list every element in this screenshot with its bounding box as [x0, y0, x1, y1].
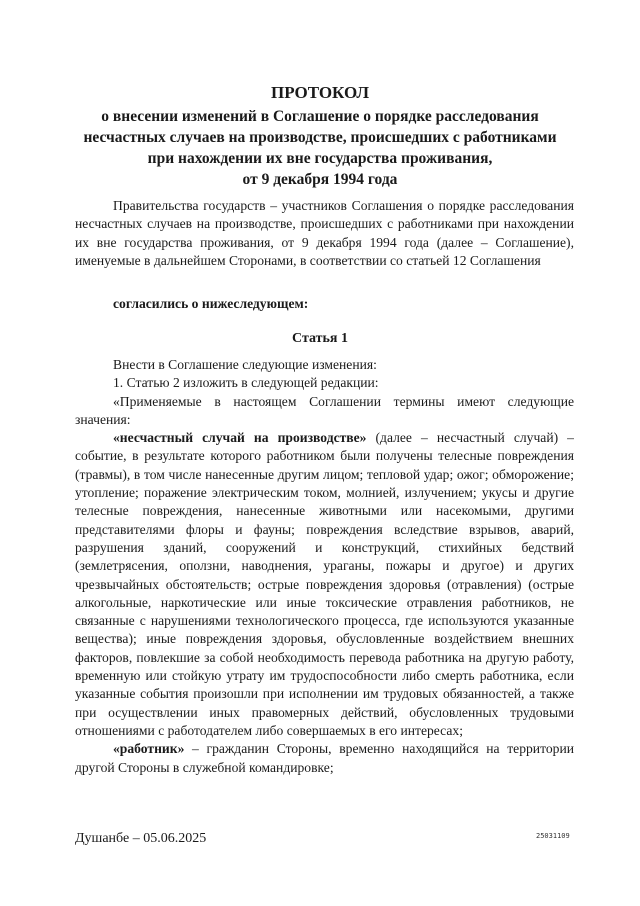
title-line-3: при нахождении их вне государства проживания, — [147, 150, 493, 167]
preamble — [75, 197, 574, 270]
article-paragraph: 1. Статью 2 изложить в следующей редакции: — [113, 375, 379, 391]
title-line-1: о внесении изменений в Соглашение о порядке расследования — [101, 108, 539, 125]
definition-accident — [75, 429, 574, 740]
article-paragraph: Внести в Соглашение следующие изменения: — [113, 357, 377, 372]
title-line-2: несчастных случаев на производстве, происшедших с работниками — [83, 129, 557, 146]
term-worker: «работник» — [113, 741, 185, 757]
definition-worker-text: – гражданин Стороны, временно находящийся на территории другой Стороны в служебной командировке; — [75, 741, 574, 775]
footer-place-date: Душанбе – 05.06.2025 — [75, 831, 207, 846]
preamble-paragraph: Правительства государств – участников Соглашения о порядке расследования несчастных случаев на производстве, происшедших с работниками при нахождении их вне государства проживания, от 9 декабря 1994 года (далее – Соглашение), именуемые в дальнейшем Сторонами, в соответствии со статьей 12 Соглашения — [75, 198, 574, 268]
article-1-heading: Статья 1 — [292, 331, 348, 346]
article-paragraph: «Применяемые в настоящем Соглашении термины имеют следующие значения: — [75, 393, 574, 427]
document-title — [60, 82, 580, 190]
definition-accident-text: (далее – несчастный случай) – событие, в результате которого работником были получены телесные повреждения (травмы), в том числе нанесенные другим лицом; тепловой удар; ожог; обморожение; утопление; поражение электрическим током, молнией, излучением; укусы и другие телесные повреждения, нанесенные животными или насекомыми, другими представителями флоры и фауны; повреждения вследствие взрывов, аварий, разрушения зданий, сооружений и конструкций, стихийных бедствий (землетрясения, оползни, наводнения, ураганы, пожары и другое) и других чрезвычайных обстоятельств; острые повреждения здоровья (отравления) (острые алкогольные, наркотические или иные токсические отравления работников, не связанные с нарушениями технологического процесса, где используются указанные вещества); иные повреждения здоровья, обусловленные воздействием внешних факторов, повлекшие за собой необходимость перевода работника на другую работу, временную или стойкую утрату им трудоспособности либо смерть работника, если указанные события произошли при исполнении им трудовых обязанностей, а также при осуществлении иных правомерных действий, обусловленных трудовыми отношениями с работодателем либо совершаемых в его интересах; — [75, 430, 574, 738]
footer-doc-code: 25031109 — [536, 832, 570, 840]
agreed-clause: согласились о нижеследующем: — [113, 296, 309, 311]
title-line-4: от 9 декабря 1994 года — [242, 171, 398, 188]
definition-worker — [75, 740, 574, 777]
term-accident: «несчастный случай на производстве» — [113, 430, 367, 446]
article-1-body — [75, 356, 574, 777]
protocol-heading: ПРОТОКОЛ — [270, 83, 369, 102]
